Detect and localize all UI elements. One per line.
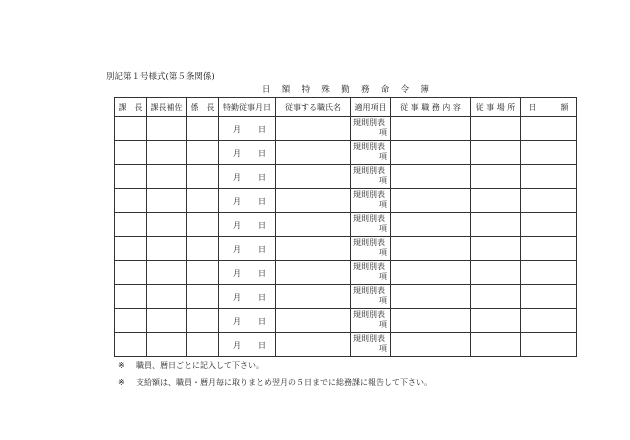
cell-assistant-chief-seal[interactable] [147,285,187,309]
cell-staff-name[interactable] [276,189,351,213]
cell-work-date[interactable] [219,333,276,357]
table-header-row [115,98,577,117]
cell-staff-name[interactable] [276,309,351,333]
month-label: 月 [233,149,241,158]
day-label: 日 [258,293,266,302]
applied-item-rule-label: 規則別表 [353,214,385,223]
cell-staff-name[interactable] [276,213,351,237]
applied-item-rule-label: 規則別表 [353,262,385,271]
header-duty-content: 従 事 職 務 内 容 [391,98,471,117]
month-label: 月 [233,197,241,206]
table-body [115,117,577,357]
cell-subsection-chief-seal[interactable] [187,141,219,165]
table-row [115,333,577,357]
applied-item-clause-label: 項 [379,272,387,281]
note-1-mark: ※ [118,361,125,370]
cell-section-chief-seal[interactable] [115,117,147,141]
note-2 [118,377,432,388]
table-row [115,237,577,261]
cell-staff-name[interactable] [276,237,351,261]
day-label: 日 [258,173,266,182]
cell-applied-item[interactable] [351,285,391,309]
day-label: 日 [258,317,266,326]
cell-section-chief-seal[interactable] [115,165,147,189]
cell-work-date[interactable] [219,261,276,285]
applied-item-clause-label: 項 [379,176,387,185]
table-row [115,165,577,189]
cell-daily-amount[interactable] [521,309,577,333]
cell-staff-name[interactable] [276,333,351,357]
applied-item-rule-label: 規則別表 [353,310,385,319]
cell-assistant-chief-seal[interactable] [147,141,187,165]
note-1-text: 職員、暦日ごとに記入して下さい。 [136,361,264,370]
applied-item-clause-label: 項 [379,128,387,137]
cell-duty-content[interactable] [391,189,471,213]
cell-duty-content[interactable] [391,285,471,309]
cell-subsection-chief-seal[interactable] [187,237,219,261]
applied-item-clause-label: 項 [379,344,387,353]
cell-work-place[interactable] [471,165,521,189]
month-label: 月 [233,125,241,134]
cell-work-place[interactable] [471,309,521,333]
cell-duty-content[interactable] [391,165,471,189]
cell-daily-amount[interactable] [521,261,577,285]
cell-daily-amount[interactable] [521,165,577,189]
table-row [115,309,577,333]
cell-applied-item[interactable] [351,189,391,213]
form-title: 日額特殊勤務命令簿 [262,85,441,95]
cell-assistant-chief-seal[interactable] [147,117,187,141]
table-row [115,261,577,285]
month-label: 月 [233,293,241,302]
cell-duty-content[interactable] [391,237,471,261]
order-ledger-table [114,97,577,357]
cell-subsection-chief-seal[interactable] [187,117,219,141]
cell-applied-item[interactable] [351,261,391,285]
cell-applied-item[interactable] [351,237,391,261]
cell-assistant-chief-seal[interactable] [147,237,187,261]
cell-subsection-chief-seal[interactable] [187,189,219,213]
table-row [115,141,577,165]
cell-work-date[interactable] [219,309,276,333]
cell-work-place[interactable] [471,189,521,213]
cell-work-place[interactable] [471,141,521,165]
month-label: 月 [233,173,241,182]
cell-daily-amount[interactable] [521,189,577,213]
applied-item-clause-label: 項 [379,248,387,257]
cell-work-place[interactable] [471,213,521,237]
day-label: 日 [258,197,266,206]
cell-section-chief-seal[interactable] [115,189,147,213]
cell-assistant-chief-seal[interactable] [147,165,187,189]
cell-subsection-chief-seal[interactable] [187,285,219,309]
cell-staff-name[interactable] [276,165,351,189]
day-label: 日 [258,149,266,158]
applied-item-clause-label: 項 [379,296,387,305]
cell-work-date[interactable] [219,141,276,165]
header-section-chief: 課 長 [115,98,147,117]
cell-work-date[interactable] [219,213,276,237]
cell-applied-item[interactable] [351,141,391,165]
header-assistant-chief: 課長補佐 [147,98,187,117]
cell-work-date[interactable] [219,237,276,261]
cell-work-date[interactable] [219,285,276,309]
cell-assistant-chief-seal[interactable] [147,333,187,357]
cell-section-chief-seal[interactable] [115,261,147,285]
cell-daily-amount[interactable] [521,237,577,261]
cell-subsection-chief-seal[interactable] [187,165,219,189]
month-label: 月 [233,245,241,254]
cell-section-chief-seal[interactable] [115,213,147,237]
cell-daily-amount[interactable] [521,141,577,165]
applied-item-clause-label: 項 [379,320,387,329]
header-work-place: 従 事 場 所 [471,98,521,117]
cell-duty-content[interactable] [391,213,471,237]
month-label: 月 [233,221,241,230]
header-subsection-chief: 係 長 [187,98,219,117]
note-1 [118,360,264,371]
cell-work-date[interactable] [219,165,276,189]
table-row [115,117,577,141]
day-label: 日 [258,221,266,230]
cell-section-chief-seal[interactable] [115,237,147,261]
cell-work-date[interactable] [219,189,276,213]
table-row [115,285,577,309]
cell-staff-name[interactable] [276,141,351,165]
applied-item-clause-label: 項 [379,152,387,161]
header-applied-item: 適用項目 [351,98,391,117]
applied-item-clause-label: 項 [379,200,387,209]
cell-staff-name[interactable] [276,261,351,285]
cell-work-date[interactable] [219,117,276,141]
cell-applied-item[interactable] [351,117,391,141]
applied-item-clause-label: 項 [379,224,387,233]
cell-staff-name[interactable] [276,117,351,141]
month-label: 月 [233,317,241,326]
applied-item-rule-label: 規則別表 [353,142,385,151]
cell-assistant-chief-seal[interactable] [147,213,187,237]
applied-item-rule-label: 規則別表 [353,190,385,199]
day-label: 日 [258,341,266,350]
cell-daily-amount[interactable] [521,213,577,237]
cell-duty-content[interactable] [391,333,471,357]
cell-work-place[interactable] [471,261,521,285]
note-2-text: 支給額は、職員・暦月毎に取りまとめ翌月の５日までに総務課に報告して下さい。 [136,378,432,387]
cell-subsection-chief-seal[interactable] [187,213,219,237]
day-label: 日 [258,125,266,134]
applied-item-rule-label: 規則別表 [353,334,385,343]
cell-applied-item[interactable] [351,309,391,333]
table-row [115,189,577,213]
cell-applied-item[interactable] [351,333,391,357]
cell-daily-amount[interactable] [521,117,577,141]
applied-item-rule-label: 規則別表 [353,118,385,127]
cell-assistant-chief-seal[interactable] [147,189,187,213]
cell-work-place[interactable] [471,333,521,357]
cell-section-chief-seal[interactable] [115,309,147,333]
cell-duty-content[interactable] [391,309,471,333]
cell-daily-amount[interactable] [521,285,577,309]
month-label: 月 [233,341,241,350]
applied-item-rule-label: 規則別表 [353,286,385,295]
cell-subsection-chief-seal[interactable] [187,333,219,357]
cell-subsection-chief-seal[interactable] [187,309,219,333]
header-staff-name: 従事する職氏名 [276,98,351,117]
note-2-mark: ※ [118,378,125,387]
cell-duty-content[interactable] [391,117,471,141]
cell-section-chief-seal[interactable] [115,333,147,357]
table-row [115,213,577,237]
cell-duty-content[interactable] [391,141,471,165]
cell-work-place[interactable] [471,285,521,309]
cell-staff-name[interactable] [276,285,351,309]
cell-subsection-chief-seal[interactable] [187,261,219,285]
header-work-date: 特勤従事月日 [219,98,276,117]
cell-section-chief-seal[interactable] [115,141,147,165]
cell-section-chief-seal[interactable] [115,285,147,309]
applied-item-rule-label: 規則別表 [353,238,385,247]
cell-work-place[interactable] [471,117,521,141]
cell-assistant-chief-seal[interactable] [147,261,187,285]
cell-duty-content[interactable] [391,261,471,285]
form-reference: 別記第１号様式(第５条関係) [106,72,215,82]
cell-work-place[interactable] [471,237,521,261]
day-label: 日 [258,269,266,278]
month-label: 月 [233,269,241,278]
cell-applied-item[interactable] [351,213,391,237]
cell-assistant-chief-seal[interactable] [147,309,187,333]
header-daily-amount: 日 額 [521,98,577,117]
cell-daily-amount[interactable] [521,333,577,357]
day-label: 日 [258,245,266,254]
cell-applied-item[interactable] [351,165,391,189]
applied-item-rule-label: 規則別表 [353,166,385,175]
